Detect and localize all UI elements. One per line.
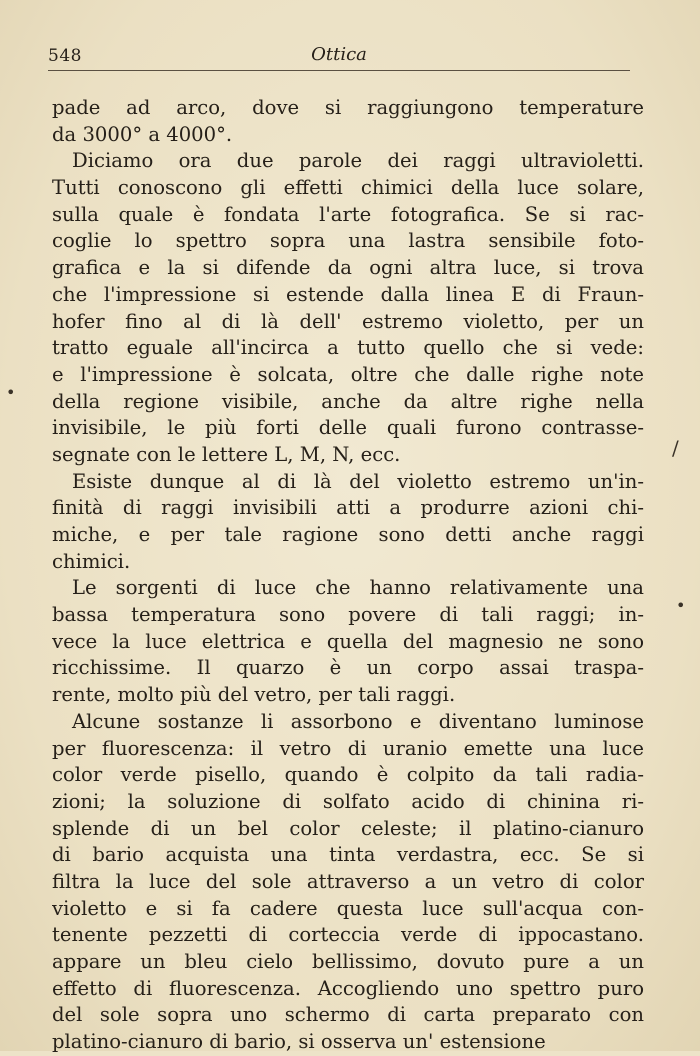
body-text [52, 95, 644, 1056]
text-line: Le sorgenti di luce che hanno relativamente una [72, 576, 644, 600]
text-line: miche, e per tale ragione sono detti anche raggi [52, 523, 644, 546]
text-line: rente, molto più del vetro, per tali raggi. [52, 683, 456, 707]
text-line: effetto di fluorescenza. Accogliendo uno spettro puro [52, 976, 644, 1000]
running-title: Ottica [311, 44, 367, 65]
text-line: vece la luce elettrica e quella del magnesio ne sono [52, 629, 644, 653]
text-line: finità di raggi invisibili atti a produrre azioni chi- [52, 496, 644, 520]
text-line: tenente pezzetti di corteccia verde di ippocastano. [52, 923, 644, 947]
text-line: ricchissime. Il quarzo è un corpo assai traspa- [52, 656, 644, 680]
text-line: Tutti conoscono gli effetti chimici della luce solare, [52, 176, 644, 200]
text-line: coglie lo spettro sopra una lastra sensibile foto- [52, 229, 644, 253]
text-line: splende di un bel color celeste; il platino-cianuro [52, 816, 644, 840]
text-line: bassa temperatura sono povere di tali raggi; in- [52, 603, 644, 627]
text-line: chimici. [52, 549, 131, 573]
text-line: hofer fino al di là dell' estremo violetto, per un [52, 309, 644, 333]
text-line: zioni; la soluzione di solfato acido di chinina ri- [52, 789, 644, 813]
paragraph [52, 575, 644, 708]
text-line: appare un bleu cielo bellissimo, dovuto pure a un [52, 950, 644, 973]
text-line: da 3000° a 4000°. [52, 122, 233, 146]
text-line: grafica e la si difende da ogni altra luce, si trova [52, 256, 644, 280]
text-line: invisibile, le più forti delle quali furono contrasse- [52, 416, 644, 440]
text-line: segnate con le lettere L, M, N, ecc. [52, 442, 401, 466]
paragraph [52, 95, 644, 148]
margin-dot: • [676, 596, 686, 615]
text-line: Diciamo ora due parole dei raggi ultravioletti. [72, 149, 644, 173]
text-line: di bario acquista una tinta verdastra, ecc. Se si [52, 843, 644, 867]
text-line: tratto eguale all'incirca a tutto quello che si vede: [52, 336, 644, 360]
text-line: per fluorescenza: il vetro di uranio emette una luce [52, 736, 644, 760]
page-header [48, 42, 630, 71]
text-line: Alcune sostanze li assorbono e diventano luminose [72, 709, 644, 733]
text-line: Esiste dunque al di là del violetto estremo un'in- [72, 469, 644, 493]
margin-stroke: / [672, 436, 679, 460]
text-line: violetto e si fa cadere questa luce sull'acqua con- [52, 896, 644, 920]
text-line: e l'impressione è solcata, oltre che dalle righe note [52, 362, 644, 386]
text-line: filtra la luce del sole attraverso a un vetro di color [52, 869, 644, 893]
paragraph [52, 709, 644, 1056]
text-line: color verde pisello, quando è colpito da tali radia- [52, 763, 644, 787]
paragraph [52, 469, 644, 576]
page-number: 548 [48, 46, 82, 66]
text-line: della regione visibile, anche da altre righe nella [52, 389, 644, 413]
paragraph [52, 148, 644, 468]
text-line: pade ad arco, dove si raggiungono temperature [52, 96, 644, 119]
text-line: che l'impressione si estende dalla linea E di Fraun- [52, 282, 644, 306]
text-line: sulla quale è fondata l'arte fotografica. Se si rac- [52, 202, 644, 226]
margin-dot: • [6, 383, 16, 402]
text-line: platino-cianuro di bario, si osserva un' estensione [52, 1030, 546, 1054]
text-line: del sole sopra uno schermo di carta preparato con [52, 1003, 644, 1027]
